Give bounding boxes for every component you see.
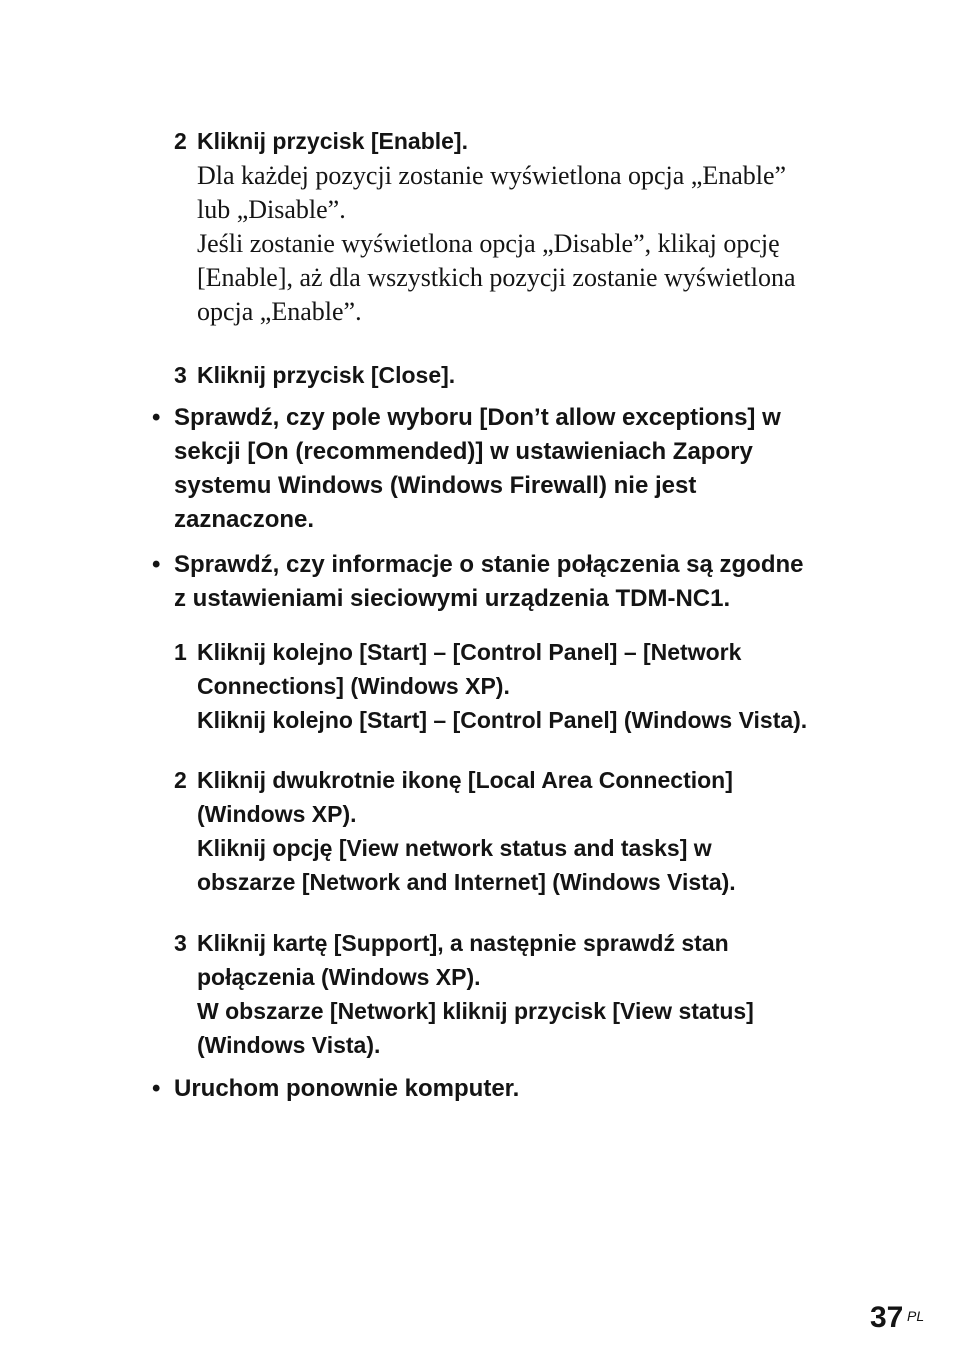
step-number: 1 (174, 639, 187, 665)
step-open-network-connections (174, 635, 874, 737)
step-number: 3 (174, 362, 187, 388)
step-line: obszarze [Network and Internet] (Windows Vista). (197, 869, 736, 895)
step-number: 2 (174, 767, 187, 793)
bullet-line: zaznaczone. (174, 506, 315, 533)
page-number: 37 (870, 1301, 904, 1334)
desc-line: Jeśli zostanie wyświetlona opcja „Disable”, klikaj opcję (197, 229, 780, 258)
bullet-connection-status (152, 548, 872, 616)
bullet-line: systemu Windows (Windows Firewall) nie jest (174, 472, 697, 499)
step-support-tab (174, 926, 874, 1062)
step-number: 2 (174, 128, 187, 154)
step-line: Kliknij kolejno [Start] – [Control Panel] – [Network (197, 639, 742, 665)
bullet-dot: • (152, 404, 161, 431)
bullet-line: Sprawdź, czy pole wyboru [Don’t allow exceptions] w (174, 404, 781, 431)
desc-line: Dla każdej pozycji zostanie wyświetlona opcja „Enable” (197, 161, 787, 190)
step-line: Kliknij dwukrotnie ikonę [Local Area Connection] (197, 767, 733, 793)
step-close (174, 358, 874, 392)
desc-line: [Enable], aż dla wszystkich pozycji zostanie wyświetlona (197, 263, 796, 292)
step-title: Kliknij przycisk [Enable]. (197, 128, 468, 154)
step-title: Kliknij przycisk [Close]. (197, 362, 456, 388)
bullet-firewall-exceptions (152, 401, 872, 537)
step-line: (Windows Vista). (197, 1032, 381, 1058)
step-description (197, 159, 874, 329)
step-local-area-connection (174, 763, 874, 899)
step-line: (Windows XP). (197, 801, 357, 827)
step-line: Kliknij kartę [Support], a następnie sprawdź stan (197, 930, 729, 956)
bullet-line: Sprawdź, czy informacje o stanie połączenia są zgodne (174, 551, 804, 578)
bullet-line: z ustawieniami sieciowymi urządzenia TDM-NC1. (174, 585, 731, 612)
bullet-line: sekcji [On (recommended)] w ustawieniach Zapory (174, 438, 753, 465)
step-line: Kliknij opcję [View network status and tasks] w (197, 835, 712, 861)
desc-line: opcja „Enable”. (197, 297, 362, 326)
step-enable (174, 124, 874, 329)
bullet-dot: • (152, 1075, 161, 1102)
step-line: W obszarze [Network] kliknij przycisk [View status] (197, 998, 754, 1024)
step-number: 3 (174, 930, 187, 956)
bullet-restart-computer (152, 1072, 872, 1106)
step-line: Kliknij kolejno [Start] – [Control Panel] (Windows Vista). (197, 707, 808, 733)
step-line: Connections] (Windows XP). (197, 673, 510, 699)
desc-line: lub „Disable”. (197, 195, 346, 224)
step-line: połączenia (Windows XP). (197, 964, 481, 990)
bullet-dot: • (152, 551, 161, 578)
page-language-suffix: PL (907, 1308, 925, 1324)
bullet-line: Uruchom ponownie komputer. (174, 1075, 520, 1102)
